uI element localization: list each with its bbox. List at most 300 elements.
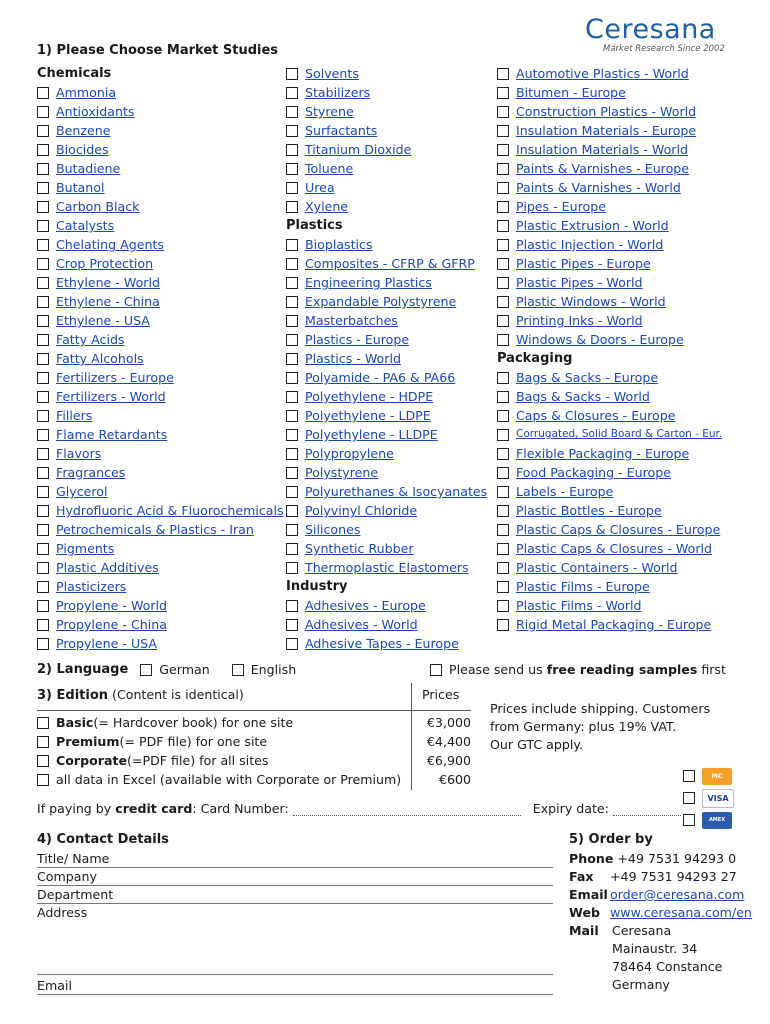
samples-row <box>430 660 726 679</box>
study-checkbox[interactable] <box>286 448 298 460</box>
language-row <box>37 660 296 679</box>
study-link[interactable]: Plastic Bottles - Europe <box>516 503 662 518</box>
study-item-expandable-polystyrene <box>286 292 487 311</box>
study-checkbox[interactable] <box>286 524 298 536</box>
section-1-title: 1) Please Choose Market Studies <box>37 43 279 58</box>
study-checkbox[interactable] <box>37 201 49 213</box>
study-link[interactable]: Food Packaging - Europe <box>516 465 671 480</box>
study-link[interactable]: Polystyrene <box>305 465 379 480</box>
expiry-field[interactable] <box>613 803 681 816</box>
study-checkbox[interactable] <box>286 334 298 346</box>
study-checkbox[interactable] <box>497 220 509 232</box>
study-checkbox[interactable] <box>497 467 509 479</box>
study-link[interactable]: Plastic Containers - World <box>516 560 678 575</box>
department-field[interactable]: Department <box>37 886 553 904</box>
study-item-propylene-usa <box>37 634 284 653</box>
study-link[interactable]: Labels - Europe <box>516 484 614 499</box>
study-link[interactable]: Fillers <box>56 408 93 423</box>
study-checkbox[interactable] <box>286 467 298 479</box>
study-checkbox[interactable] <box>37 239 49 251</box>
study-link[interactable]: Plastic Films - World <box>516 598 642 613</box>
study-item-polypropylene <box>286 444 487 463</box>
study-item-flame-retardants <box>37 425 284 444</box>
study-link[interactable]: Pipes - Europe <box>516 199 606 214</box>
study-item-fertilizers-europe <box>37 368 284 387</box>
study-checkbox[interactable] <box>497 429 509 441</box>
study-link[interactable]: Silicones <box>305 522 361 537</box>
study-item-engineering-plastics <box>286 273 487 292</box>
study-item-polystyrene <box>286 463 487 482</box>
title-name-field[interactable]: Title/ Name <box>37 850 553 868</box>
study-link[interactable]: Polyethylene - HDPE <box>305 389 434 404</box>
email-field[interactable]: Email <box>37 977 553 995</box>
amex-checkbox[interactable] <box>683 814 695 826</box>
study-item-caps-closures-europe <box>497 406 722 425</box>
study-checkbox[interactable] <box>286 87 298 99</box>
study-checkbox[interactable] <box>497 391 509 403</box>
study-item-butadiene <box>37 159 284 178</box>
study-item-plastic-films-europe <box>497 577 722 596</box>
study-checkbox[interactable] <box>497 505 509 517</box>
study-item-polyvinyl-chloride <box>286 501 487 520</box>
study-link[interactable]: Antioxidants <box>56 104 135 119</box>
study-link[interactable]: Petrochemicals & Plastics - Iran <box>56 522 254 537</box>
language-title: 2) Language <box>37 662 129 677</box>
study-link[interactable]: Titanium Dioxide <box>305 142 412 157</box>
study-checkbox[interactable] <box>286 562 298 574</box>
study-link[interactable]: Stabilizers <box>305 85 371 100</box>
study-item-windows-doors-europe <box>497 330 722 349</box>
study-checkbox[interactable] <box>37 125 49 137</box>
study-link[interactable]: Bitumen - Europe <box>516 85 626 100</box>
samples-checkbox[interactable] <box>430 664 442 676</box>
german-checkbox[interactable] <box>140 664 152 676</box>
study-checkbox[interactable] <box>497 581 509 593</box>
study-checkbox[interactable] <box>37 353 49 365</box>
contact-title: 4) Contact Details <box>37 832 169 847</box>
study-checkbox[interactable] <box>37 505 49 517</box>
study-link[interactable]: Fatty Acids <box>56 332 125 347</box>
study-link[interactable]: Printing Inks - World <box>516 313 643 328</box>
study-item-printing-inks-world <box>497 311 722 330</box>
basic-price: €3,000 <box>426 715 471 730</box>
category-row <box>497 349 722 368</box>
study-link[interactable]: Automotive Plastics - World <box>516 66 689 81</box>
study-checkbox[interactable] <box>286 144 298 156</box>
study-item-fatty-acids <box>37 330 284 349</box>
study-link[interactable]: Carbon Black <box>56 199 140 214</box>
study-item-plasticizers <box>37 577 284 596</box>
study-link[interactable]: Plasticizers <box>56 579 127 594</box>
study-checkbox[interactable] <box>497 486 509 498</box>
study-checkbox[interactable] <box>497 277 509 289</box>
study-link[interactable]: Rigid Metal Packaging - Europe <box>516 617 712 632</box>
study-item-ethylene-world <box>37 273 284 292</box>
study-checkbox[interactable] <box>497 68 509 80</box>
study-checkbox[interactable] <box>497 106 509 118</box>
edition-list <box>37 713 471 789</box>
study-checkbox[interactable] <box>286 182 298 194</box>
study-link[interactable]: Hydrofluoric Acid & Fluorochemicals <box>56 503 284 518</box>
order-details <box>569 850 752 994</box>
study-item-propylene-china <box>37 615 284 634</box>
study-link[interactable]: Expandable Polystyrene <box>305 294 457 309</box>
study-link[interactable]: Plastic Caps & Closures - Europe <box>516 522 721 537</box>
study-item-biocides <box>37 140 284 159</box>
study-link[interactable]: Polypropylene <box>305 446 394 461</box>
study-checkbox[interactable] <box>497 562 509 574</box>
study-item-thermoplastic-elastomers <box>286 558 487 577</box>
order-email: Email order@ceresana.com <box>569 887 745 902</box>
study-item-benzene <box>37 121 284 140</box>
study-checkbox[interactable] <box>37 315 49 327</box>
study-checkbox[interactable] <box>37 600 49 612</box>
corporate-checkbox[interactable] <box>37 755 49 767</box>
study-link[interactable]: Masterbatches <box>305 313 398 328</box>
study-item-polyurethanes-isocyanates <box>286 482 487 501</box>
study-checkbox[interactable] <box>37 543 49 555</box>
study-checkbox[interactable] <box>37 334 49 346</box>
category-heading-chemicals: Chemicals <box>37 66 112 81</box>
study-link[interactable]: Polyamide - PA6 & PA66 <box>305 370 456 385</box>
study-checkbox[interactable] <box>497 296 509 308</box>
study-link[interactable]: Insulation Materials - World <box>516 142 688 157</box>
study-item-urea <box>286 178 487 197</box>
study-checkbox[interactable] <box>286 410 298 422</box>
study-item-plastic-caps-closures-europe <box>497 520 722 539</box>
study-item-titanium-dioxide <box>286 140 487 159</box>
study-item-plastic-films-world <box>497 596 722 615</box>
study-link[interactable]: Ethylene - China <box>56 294 160 309</box>
study-checkbox[interactable] <box>37 638 49 650</box>
study-link[interactable]: Thermoplastic Elastomers <box>305 560 469 575</box>
study-item-rigid-metal-packaging-europe <box>497 615 722 634</box>
study-checkbox[interactable] <box>286 619 298 631</box>
study-link[interactable]: Flame Retardants <box>56 427 168 442</box>
category-row <box>286 216 487 235</box>
address-field[interactable] <box>37 958 553 975</box>
study-item-bags-sacks-europe <box>497 368 722 387</box>
study-item-bags-sacks-world <box>497 387 722 406</box>
study-item-plastic-containers-world <box>497 558 722 577</box>
study-item-plastic-additives <box>37 558 284 577</box>
study-item-adhesive-tapes-europe <box>286 634 487 653</box>
study-link[interactable]: Ammonia <box>56 85 117 100</box>
study-item-fragrances <box>37 463 284 482</box>
study-checkbox[interactable] <box>37 258 49 270</box>
order-fax: Fax +49 7531 94293 27 <box>569 869 737 884</box>
english-label: English <box>250 662 297 677</box>
study-checkbox[interactable] <box>286 239 298 251</box>
english-checkbox[interactable] <box>232 664 244 676</box>
study-checkbox[interactable] <box>497 448 509 460</box>
study-link[interactable]: Polyurethanes & Isocyanates <box>305 484 488 499</box>
study-checkbox[interactable] <box>497 524 509 536</box>
mastercard-checkbox[interactable] <box>683 770 695 782</box>
contact-fields <box>37 850 553 921</box>
study-checkbox[interactable] <box>286 372 298 384</box>
study-item-masterbatches <box>286 311 487 330</box>
order-phone: Phone +49 7531 94293 0 <box>569 851 737 866</box>
study-item-adhesives-europe <box>286 596 487 615</box>
study-link[interactable]: Biocides <box>56 142 109 157</box>
study-link[interactable]: Plastic Pipes - World <box>516 275 643 290</box>
study-link[interactable]: Construction Plastics - World <box>516 104 697 119</box>
study-checkbox[interactable] <box>497 334 509 346</box>
study-item-petrochemicals-plastics-iran <box>37 520 284 539</box>
edition-header: 3) Edition (Content is identical) <box>37 687 244 703</box>
study-link[interactable]: Adhesives - World <box>305 617 418 632</box>
study-link[interactable]: Flexible Packaging - Europe <box>516 446 690 461</box>
study-checkbox[interactable] <box>37 391 49 403</box>
amex-icon: AMEX <box>702 812 732 829</box>
study-item-carbon-black <box>37 197 284 216</box>
study-checkbox[interactable] <box>286 258 298 270</box>
card-number-field[interactable] <box>293 803 521 816</box>
study-link[interactable]: Surfactants <box>305 123 378 138</box>
study-item-solvents <box>286 64 487 83</box>
study-checkbox[interactable] <box>37 296 49 308</box>
order-web-link[interactable]: www.ceresana.com/en <box>610 905 752 920</box>
study-item-plastic-pipes-europe <box>497 254 722 273</box>
basic-checkbox[interactable] <box>37 717 49 729</box>
company-field[interactable]: Company <box>37 868 553 886</box>
study-item-glycerol <box>37 482 284 501</box>
study-link[interactable]: Bags & Sacks - Europe <box>516 370 659 385</box>
mastercard-icon: MC <box>702 768 732 785</box>
study-link[interactable]: Crop Protection <box>56 256 154 271</box>
study-item-fatty-alcohols <box>37 349 284 368</box>
study-link[interactable]: Polyvinyl Chloride <box>305 503 418 518</box>
study-checkbox[interactable] <box>37 372 49 384</box>
study-checkbox[interactable] <box>497 125 509 137</box>
category-heading-plastics: Plastics <box>286 218 343 233</box>
study-item-styrene <box>286 102 487 121</box>
study-checkbox[interactable] <box>37 144 49 156</box>
corporate-price: €6,900 <box>426 753 471 768</box>
study-checkbox[interactable] <box>497 600 509 612</box>
study-item-antioxidants <box>37 102 284 121</box>
study-link[interactable]: Fertilizers - Europe <box>56 370 174 385</box>
study-checkbox[interactable] <box>286 125 298 137</box>
study-checkbox[interactable] <box>497 163 509 175</box>
study-link[interactable]: Windows & Doors - Europe <box>516 332 684 347</box>
price-notes: Prices include shipping. Customers from Germany: plus 19% VAT. Our GTC apply. <box>490 701 711 752</box>
study-link[interactable]: Polyethylene - LDPE <box>305 408 431 423</box>
study-link[interactable]: Corrugated, Solid Board & Carton - Eur. <box>516 428 723 440</box>
study-checkbox[interactable] <box>286 315 298 327</box>
study-link[interactable]: Caps & Closures - Europe <box>516 408 676 423</box>
study-checkbox[interactable] <box>286 106 298 118</box>
study-item-ammonia <box>37 83 284 102</box>
study-item-plastic-pipes-world <box>497 273 722 292</box>
study-checkbox[interactable] <box>37 87 49 99</box>
study-checkbox[interactable] <box>37 277 49 289</box>
study-checkbox[interactable] <box>37 467 49 479</box>
study-checkbox[interactable] <box>497 315 509 327</box>
study-item-chelating-agents <box>37 235 284 254</box>
study-checkbox[interactable] <box>286 68 298 80</box>
study-item-automotive-plastics-world <box>497 64 722 83</box>
study-checkbox[interactable] <box>497 201 509 213</box>
study-link[interactable]: Xylene <box>305 199 349 214</box>
study-checkbox[interactable] <box>497 182 509 194</box>
study-link[interactable]: Plastic Caps & Closures - World <box>516 541 713 556</box>
study-link[interactable]: Benzene <box>56 123 111 138</box>
study-link[interactable]: Bags & Sacks - World <box>516 389 650 404</box>
study-link[interactable]: Styrene <box>305 104 354 119</box>
study-link[interactable]: Adhesives - Europe <box>305 598 426 613</box>
study-item-pipes-europe <box>497 197 722 216</box>
study-checkbox[interactable] <box>37 410 49 422</box>
study-item-flavors <box>37 444 284 463</box>
study-item-ethylene-usa <box>37 311 284 330</box>
study-checkbox[interactable] <box>37 562 49 574</box>
study-link[interactable]: Glycerol <box>56 484 108 499</box>
samples-text: Please send us free reading samples first <box>449 662 726 677</box>
study-checkbox[interactable] <box>37 163 49 175</box>
study-checkbox[interactable] <box>37 182 49 194</box>
study-link[interactable]: Catalysts <box>56 218 115 233</box>
study-item-fillers <box>37 406 284 425</box>
study-checkbox[interactable] <box>286 600 298 612</box>
study-checkbox[interactable] <box>286 505 298 517</box>
study-link[interactable]: Plastic Windows - World <box>516 294 666 309</box>
study-link[interactable]: Toluene <box>305 161 354 176</box>
order-title: 5) Order by <box>569 832 653 847</box>
study-item-flexible-packaging-europe <box>497 444 722 463</box>
study-checkbox[interactable] <box>286 391 298 403</box>
study-checkbox[interactable] <box>286 277 298 289</box>
study-link[interactable]: Plastic Additives <box>56 560 159 575</box>
study-checkbox[interactable] <box>497 87 509 99</box>
study-item-toluene <box>286 159 487 178</box>
study-item-fertilizers-world <box>37 387 284 406</box>
study-link[interactable]: Plastic Films - Europe <box>516 579 650 594</box>
premium-checkbox[interactable] <box>37 736 49 748</box>
study-item-composites-cfrp-gfrp <box>286 254 487 273</box>
study-checkbox[interactable] <box>37 619 49 631</box>
study-link[interactable]: Fragrances <box>56 465 126 480</box>
study-checkbox[interactable] <box>37 486 49 498</box>
study-checkbox[interactable] <box>37 429 49 441</box>
study-link[interactable]: Ethylene - USA <box>56 313 150 328</box>
study-checkbox[interactable] <box>497 144 509 156</box>
study-checkbox[interactable] <box>37 106 49 118</box>
study-link[interactable]: Propylene - China <box>56 617 167 632</box>
study-item-polyethylene-hdpe <box>286 387 487 406</box>
study-item-paints-varnishes-europe <box>497 159 722 178</box>
study-link[interactable]: Paints & Varnishes - Europe <box>516 161 690 176</box>
study-item-plastic-windows-world <box>497 292 722 311</box>
study-checkbox[interactable] <box>286 163 298 175</box>
visa-checkbox[interactable] <box>683 792 695 804</box>
study-link[interactable]: Plastics - World <box>305 351 401 366</box>
study-item-synthetic-rubber <box>286 539 487 558</box>
study-item-pigments <box>37 539 284 558</box>
study-item-butanol <box>37 178 284 197</box>
study-link[interactable]: Fertilizers - World <box>56 389 166 404</box>
edition-row-basic: Basic (= Hardcover book) for one site €3,000 <box>37 713 471 732</box>
study-checkbox[interactable] <box>37 220 49 232</box>
study-item-catalysts <box>37 216 284 235</box>
brand-tagline: Market Research Since 2002 <box>603 44 725 54</box>
study-link[interactable]: Bioplastics <box>305 237 373 252</box>
study-item-bioplastics <box>286 235 487 254</box>
study-item-plastic-bottles-europe <box>497 501 722 520</box>
study-checkbox[interactable] <box>497 258 509 270</box>
study-column-1 <box>37 64 284 653</box>
study-item-polyethylene-lldpe <box>286 425 487 444</box>
excel-checkbox[interactable] <box>37 774 49 786</box>
order-email-link[interactable]: order@ceresana.com <box>610 887 745 902</box>
study-link[interactable]: Propylene - World <box>56 598 168 613</box>
category-heading-industry: Industry <box>286 579 348 594</box>
study-link[interactable]: Butanol <box>56 180 105 195</box>
study-link[interactable]: Chelating Agents <box>56 237 164 252</box>
study-checkbox[interactable] <box>497 410 509 422</box>
study-checkbox[interactable] <box>286 353 298 365</box>
study-link[interactable]: Flavors <box>56 446 102 461</box>
study-checkbox[interactable] <box>497 619 509 631</box>
study-column-2 <box>286 64 487 653</box>
study-checkbox[interactable] <box>497 543 509 555</box>
study-link[interactable]: Pigments <box>56 541 115 556</box>
study-link[interactable]: Plastic Extrusion - World <box>516 218 669 233</box>
payment-row <box>37 798 681 816</box>
study-link[interactable]: Propylene - USA <box>56 636 158 651</box>
study-item-corrugated-solid-board-carton-eur <box>497 425 722 444</box>
study-link[interactable]: Paints & Varnishes - World <box>516 180 681 195</box>
study-link[interactable]: Engineering Plastics <box>305 275 432 290</box>
study-link[interactable]: Butadiene <box>56 161 121 176</box>
study-link[interactable]: Urea <box>305 180 335 195</box>
study-checkbox[interactable] <box>497 372 509 384</box>
study-item-propylene-world <box>37 596 284 615</box>
study-checkbox[interactable] <box>286 486 298 498</box>
study-checkbox[interactable] <box>37 448 49 460</box>
study-link[interactable]: Insulation Materials - Europe <box>516 123 697 138</box>
study-column-3 <box>497 64 722 634</box>
study-checkbox[interactable] <box>497 239 509 251</box>
study-checkbox[interactable] <box>286 201 298 213</box>
study-link[interactable]: Polyethylene - LLDPE <box>305 427 438 442</box>
german-label: German <box>159 662 210 677</box>
study-checkbox[interactable] <box>286 638 298 650</box>
study-link[interactable]: Plastic Injection - World <box>516 237 664 252</box>
study-checkbox[interactable] <box>286 543 298 555</box>
study-item-plastic-injection-world <box>497 235 722 254</box>
study-link[interactable]: Plastic Pipes - Europe <box>516 256 651 271</box>
study-link[interactable]: Fatty Alcohols <box>56 351 144 366</box>
study-checkbox[interactable] <box>286 429 298 441</box>
study-checkbox[interactable] <box>286 296 298 308</box>
study-link[interactable]: Solvents <box>305 66 359 81</box>
prices-header: Prices <box>422 687 460 702</box>
study-item-polyamide-pa6-pa66 <box>286 368 487 387</box>
study-checkbox[interactable] <box>37 524 49 536</box>
study-link[interactable]: Ethylene - World <box>56 275 160 290</box>
excel-price: €600 <box>438 772 471 787</box>
study-checkbox[interactable] <box>37 581 49 593</box>
study-item-insulation-materials-europe <box>497 121 722 140</box>
study-item-polyethylene-ldpe <box>286 406 487 425</box>
study-link[interactable]: Plastics - Europe <box>305 332 410 347</box>
order-web: Web www.ceresana.com/en <box>569 905 752 920</box>
study-link[interactable]: Composites - CFRP & GFRP <box>305 256 475 271</box>
study-link[interactable]: Synthetic Rubber <box>305 541 414 556</box>
study-link[interactable]: Adhesive Tapes - Europe <box>305 636 459 651</box>
